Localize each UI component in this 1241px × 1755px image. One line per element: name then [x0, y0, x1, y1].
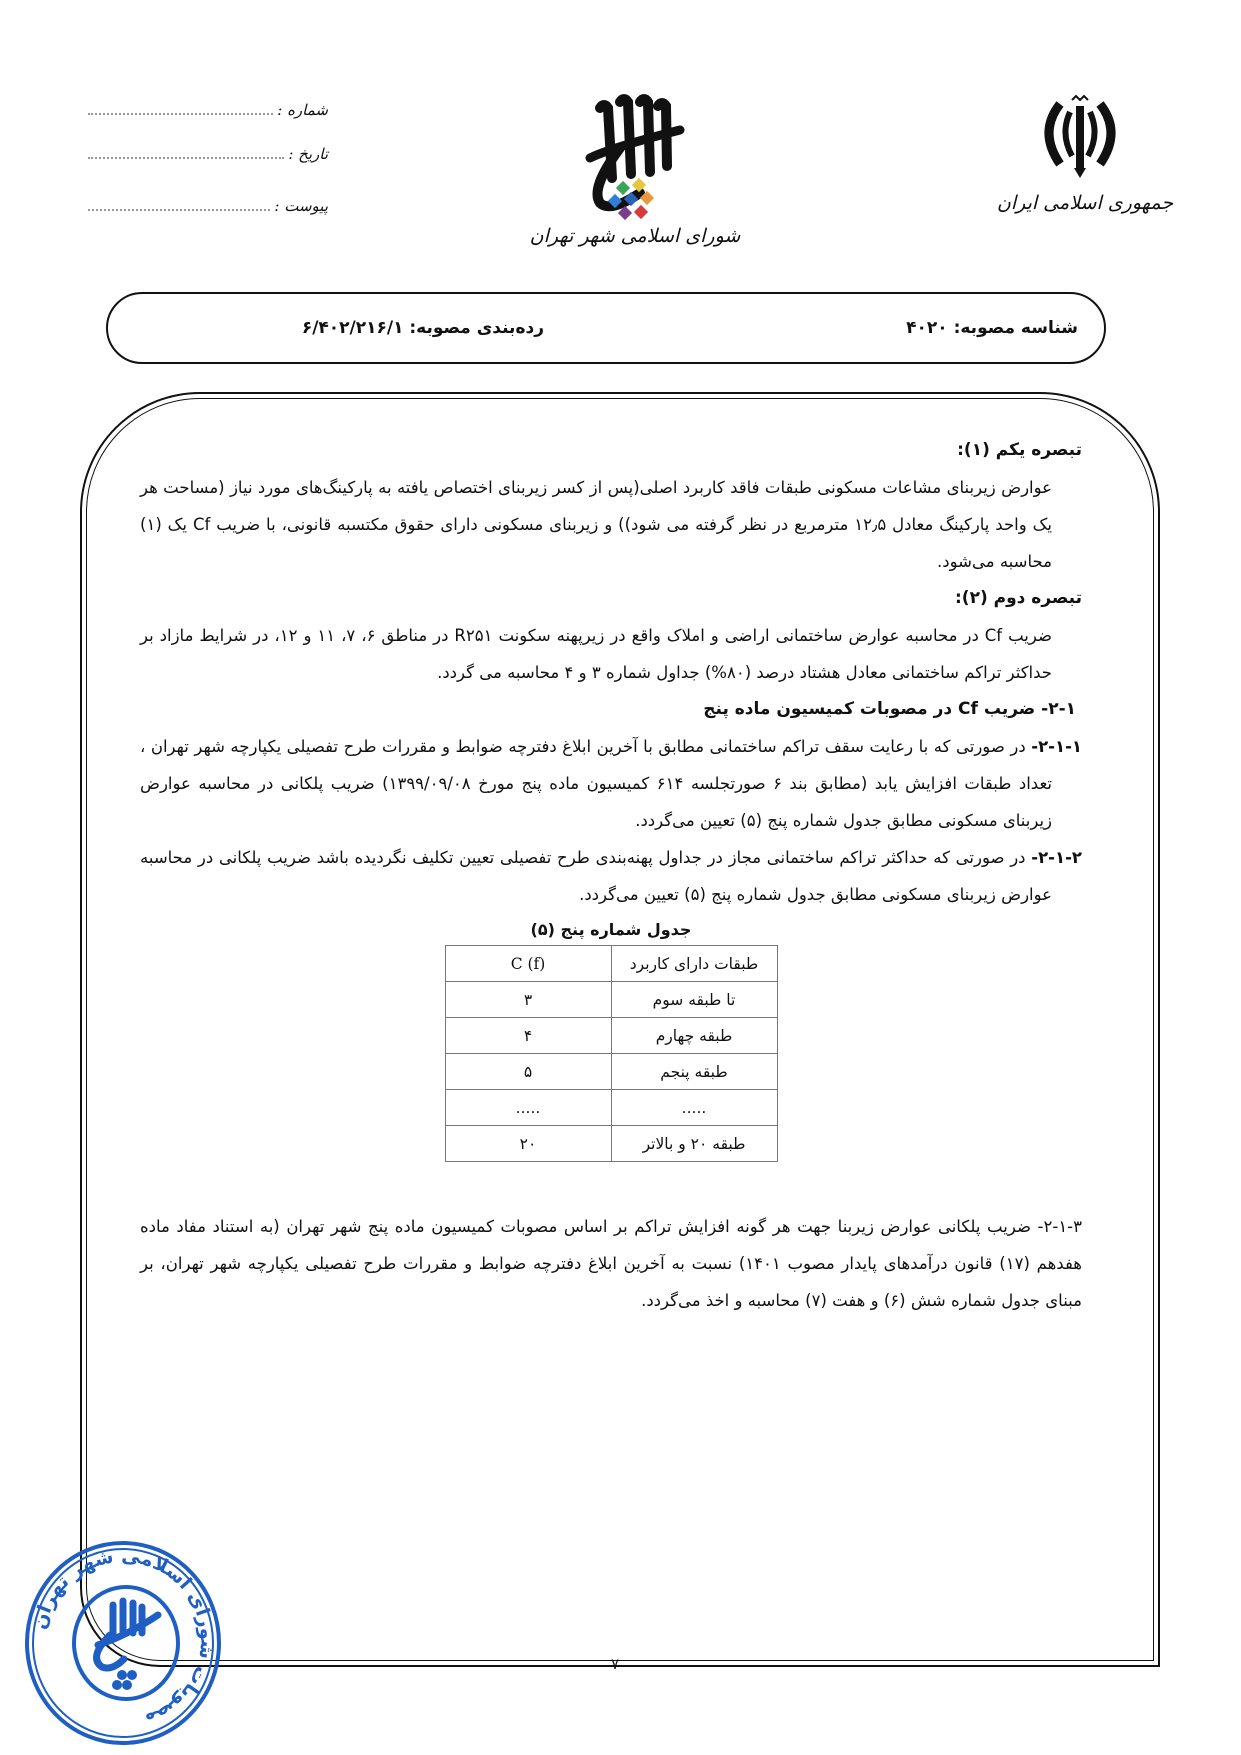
iran-emblem: [1030, 92, 1130, 182]
note2-text: ضریب Cf در محاسبه عوارض ساختمانی اراضی و املاک واقع در زیرپهنه سکونت R۲۵۱ در مناطق ۶، ۷، ۱۱ و ۱۲، در شرایط مازاد بر حداکثر تراکم ساختمانی معادل هشتاد درصد (۸۰%) جداول شماره ۳ و ۴ محاسبه می گردد.: [140, 626, 1052, 682]
note2-title: تبصره دوم (۲):: [954, 588, 1082, 608]
meta-field-number: [88, 98, 328, 122]
document-body: [140, 432, 1082, 1319]
meta-label: شماره :: [277, 101, 328, 119]
table-cell: طبقه ۲۰ و بالاتر: [611, 1126, 777, 1162]
note1-text: عوارض زیربنای مشاعات مسکونی طبقات فاقد کاربرد اصلی(پس از کسر زیربنای اختصاص یافته به پارکینگ‌های مورد نیاز (مساحت هر یک واحد پارکینگ معادل ۱۲٫۵ مترمربع در نظر گرفته می شود)) و زیربنای مسکونی دارای حقوق مکتسبه قانونی، با ضریب Cf یک (۱) محاسبه می‌شود.: [140, 478, 1052, 571]
council-caption: شورای اسلامی شهر تهران: [529, 225, 741, 247]
table-cell: ۵: [445, 1054, 611, 1090]
clause-text: در صورتی که حداکثر تراکم ساختمانی مجاز در جداول پهنه‌بندی طرح تفصیلی تعیین تکلیف نگردیده باشد ضریب پلکانی در محاسبه عوارض زیربنای مسکونی مطابق جدول شماره پنج (۵) تعیین می‌گردد.: [140, 848, 1052, 904]
table-cell: ۲۰: [445, 1126, 611, 1162]
table-row: [445, 1018, 777, 1054]
table-row: [445, 982, 777, 1018]
clause-number: ۲-۱-۱-: [1031, 737, 1082, 756]
clause-2-1-2: [140, 839, 1082, 913]
table-header-cell: طبقات دارای کاربرد: [611, 946, 777, 982]
clause-2-1-3: ۲-۱-۳- ضریب پلکانی عوارض زیربنا جهت هر گونه افزایش تراکم بر اساس مصوبات کمیسیون ماده پنج شهر تهران (به استناد مفاد ماده هفدهم (۱۷) قانون درآمدهای پایدار مصوب ۱۴۰۱) نسبت به آخرین ابلاغ دفترچه ضوابط و مقررات طرح تفصیلی یکپارچه شهر تهران، بر مبنای جدول شماره شش (۶) و هفت (۷) محاسبه و اخذ می‌گردد.: [140, 1217, 1083, 1310]
stamp-seal-icon: [18, 1535, 228, 1745]
meta-label: پیوست :: [274, 197, 328, 215]
official-stamp: [18, 1535, 228, 1745]
resolution-info-box: [106, 292, 1106, 364]
resolution-classification: رده‌بندی مصوبه: ۶/۴۰۲/۲۱۶/۱: [301, 318, 544, 338]
meta-field-attachment: [88, 194, 328, 218]
dotted-line: [88, 208, 270, 211]
table-header-row: [445, 946, 777, 982]
table-cell: .....: [445, 1090, 611, 1126]
clause-text: در صورتی که با رعایت سقف تراکم ساختمانی مطابق با آخرین ابلاغ دفترچه ضوابط و مقررات طرح تفصیلی یکپارچه شهر تهران ، تعداد طبقات افزایش یابد (مطابق بند ۶ صورتجلسه ۶۱۴ کمیسیون ماده پنج مورخ ۱۳۹۹/۰۹/۰۸) ضریب پلکانی در محاسبه عوارض زیربنای مسکونی مطابق جدول شماره پنج (۵) تعیین می‌گردد.: [140, 737, 1053, 830]
meta-field-date: [88, 142, 328, 166]
table-cell: طبقه پنجم: [611, 1054, 777, 1090]
table-cell: تا طبقه سوم: [611, 982, 777, 1018]
clause-2-1-1: [140, 728, 1082, 839]
resolution-id: شناسه مصوبه: ۴۰۲۰: [906, 318, 1078, 338]
table-row: [445, 1090, 777, 1126]
table-row: [445, 1054, 777, 1090]
table-row: [445, 1126, 777, 1162]
council-logo: [560, 88, 720, 228]
section-title: ۲-۱- ضریب Cf در مصوبات کمیسیون ماده پنج: [703, 699, 1076, 719]
note1-title: تبصره یکم (۱):: [957, 440, 1082, 460]
clause-number: ۲-۱-۲-: [1031, 848, 1082, 867]
table-header-cell: C (f): [445, 946, 611, 982]
council-logo-icon: [560, 88, 720, 228]
table-cell: .....: [611, 1090, 777, 1126]
meta-label: تاریخ :: [288, 145, 328, 163]
table-cell: ۴: [445, 1018, 611, 1054]
table-cell: طبقه چهارم: [611, 1018, 777, 1054]
dotted-line: [88, 112, 273, 115]
table-cell: ۳: [445, 982, 611, 1018]
table5-title: جدول شماره پنج (۵): [530, 920, 692, 939]
dotted-line: [88, 156, 284, 159]
emblem-caption: جمهوری اسلامی ایران: [996, 192, 1174, 214]
stamp-text: مصوبات شورای اسلامی شهر تهران: [28, 1544, 219, 1732]
page-number: ۷: [611, 1655, 620, 1673]
table5: [445, 945, 778, 1162]
iran-emblem-icon: [1030, 92, 1130, 182]
